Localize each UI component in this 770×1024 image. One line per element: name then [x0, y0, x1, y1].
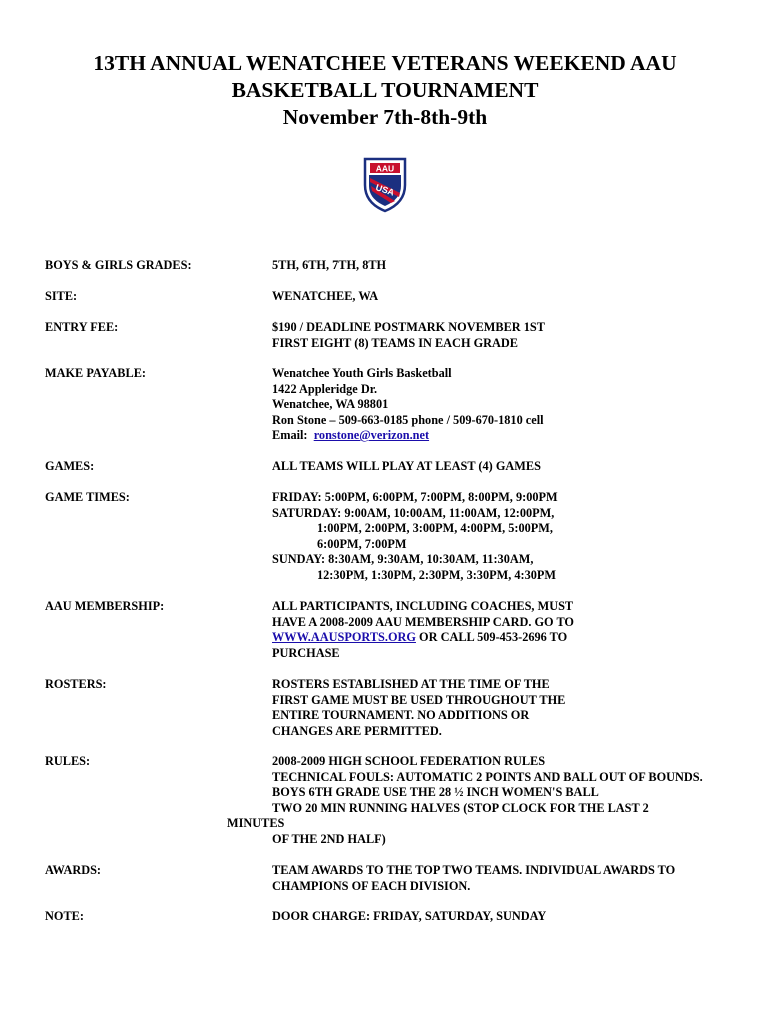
saturday-times-cont: 1:00PM, 2:00PM, 3:00PM, 4:00PM, 5:00PM,: [317, 521, 553, 535]
rosters-line: FIRST GAME MUST BE USED THROUGHOUT THE: [272, 692, 566, 707]
membership-line: PURCHASE: [272, 645, 340, 660]
make-payable-value: [272, 366, 752, 444]
payee-phone: Ron Stone – 509-663-0185 phone / 509-670-1810 cell: [272, 412, 544, 427]
aausports-link[interactable]: WWW.AAUSPORTS.ORG: [272, 630, 416, 644]
games-value: ALL TEAMS WILL PLAY AT LEAST (4) GAMES: [272, 459, 541, 473]
saturday-times-cont: 6:00PM, 7:00PM: [317, 536, 407, 551]
site-value: WENATCHEE, WA: [272, 289, 379, 303]
rules-label: RULES:: [45, 754, 91, 768]
note-value: DOOR CHARGE: FRIDAY, SATURDAY, SUNDAY: [272, 909, 547, 923]
rules-value: [227, 754, 752, 847]
payee-name: Wenatchee Youth Girls Basketball: [272, 366, 452, 380]
make-payable-label: MAKE PAYABLE:: [45, 366, 147, 380]
rosters-value: [272, 677, 752, 739]
games-label: GAMES:: [45, 459, 95, 473]
aau-usa-logo: [362, 155, 408, 213]
sunday-times-cont: 12:30PM, 1:30PM, 2:30PM, 3:30PM, 4:30PM: [317, 567, 557, 582]
awards-line: TEAM AWARDS TO THE TOP TWO TEAMS. INDIVIDUAL AWARDS TO: [272, 863, 676, 877]
membership-line: ALL PARTICIPANTS, INCLUDING COACHES, MUST: [272, 599, 574, 613]
saturday-times: SATURDAY: 9:00AM, 10:00AM, 11:00AM, 12:00PM,: [272, 505, 555, 520]
rosters-line: CHANGES ARE PERMITTED.: [272, 723, 442, 738]
payee-street: 1422 Appleridge Dr.: [272, 381, 378, 396]
payee-email-line: [272, 428, 752, 444]
rules-line: 2008-2009 HIGH SCHOOL FEDERATION RULES: [272, 754, 546, 768]
entry-fee-line: FIRST EIGHT (8) TEAMS IN EACH GRADE: [272, 335, 518, 350]
membership-call-text: OR CALL 509-453-2696 TO: [415, 630, 568, 644]
rules-line: OF THE 2ND HALF): [272, 831, 386, 846]
friday-times: FRIDAY: 5:00PM, 6:00PM, 7:00PM, 8:00PM, 9:00PM: [272, 490, 558, 504]
payee-city: Wenatchee, WA 98801: [272, 397, 389, 411]
grades-label: BOYS & GIRLS GRADES:: [45, 258, 192, 272]
awards-line: CHAMPIONS OF EACH DIVISION.: [272, 878, 471, 893]
aau-membership-label: AAU MEMBERSHIP:: [45, 599, 165, 613]
document-title: [0, 50, 770, 131]
title-line-3: November 7th-8th-9th: [282, 105, 488, 129]
awards-value: [272, 863, 752, 894]
entry-fee-label: ENTRY FEE:: [45, 320, 119, 334]
entry-fee-line: $190 / DEADLINE POSTMARK NOVEMBER 1ST: [272, 320, 545, 334]
rules-line: BOYS 6TH GRADE USE THE 28 ½ INCH WOMEN'S BALL: [272, 785, 599, 799]
awards-label: AWARDS:: [45, 863, 102, 877]
membership-line: [272, 630, 752, 646]
title-line-2: BASKETBALL TOURNAMENT: [231, 78, 539, 102]
email-label: Email:: [272, 428, 308, 442]
game-times-label: GAME TIMES:: [45, 490, 130, 504]
grades-value: 5TH, 6TH, 7TH, 8TH: [272, 258, 387, 272]
title-line-1: 13TH ANNUAL WENATCHEE VETERANS WEEKEND AAU: [93, 51, 677, 75]
svg-text:USA: USA: [374, 182, 396, 198]
rosters-label: ROSTERS:: [45, 677, 107, 691]
svg-text:AAU: AAU: [375, 163, 395, 174]
note-label: NOTE:: [45, 909, 84, 923]
aau-membership-value: [272, 599, 752, 661]
email-link[interactable]: ronstone@verizon.net: [313, 428, 430, 442]
rules-line: TECHNICAL FOULS: AUTOMATIC 2 POINTS AND BALL OUT OF BOUNDS.: [272, 769, 703, 784]
rules-line: TWO 20 MIN RUNNING HALVES (STOP CLOCK FOR THE LAST 2: [272, 800, 649, 815]
rosters-line: ROSTERS ESTABLISHED AT THE TIME OF THE: [272, 677, 550, 691]
rules-line: MINUTES: [227, 816, 285, 830]
site-label: SITE:: [45, 289, 78, 303]
entry-fee-value: [272, 320, 752, 351]
rosters-line: ENTIRE TOURNAMENT. NO ADDITIONS OR: [272, 708, 530, 722]
game-times-value: [272, 490, 752, 583]
membership-line: HAVE A 2008-2009 AAU MEMBERSHIP CARD. GO TO: [272, 614, 574, 629]
sunday-times: SUNDAY: 8:30AM, 9:30AM, 10:30AM, 11:30AM,: [272, 552, 534, 566]
